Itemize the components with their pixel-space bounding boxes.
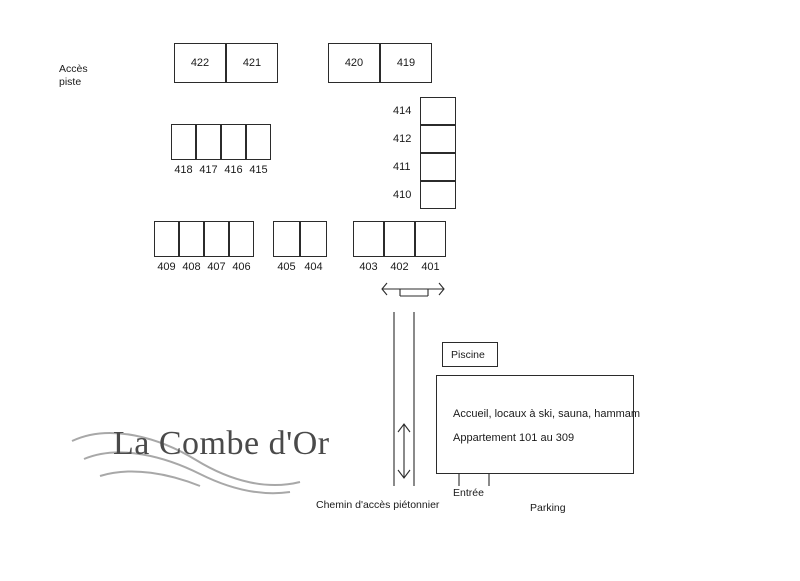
acces-piste-line1: Accès — [59, 63, 88, 75]
reception-building[interactable] — [436, 375, 641, 474]
building-404-cell[interactable] — [300, 221, 327, 257]
building-408-label: 408 — [182, 261, 201, 273]
building-420[interactable]: 420 — [328, 43, 380, 83]
building-418-label: 418 — [174, 164, 193, 176]
building-407-cell[interactable] — [204, 221, 229, 257]
building-411-label: 411 — [393, 161, 411, 173]
building-422[interactable]: 422 — [174, 43, 226, 83]
building-416-label: 416 — [224, 164, 243, 176]
building-414-cell[interactable] — [420, 97, 456, 125]
building-401-label: 401 — [421, 261, 440, 273]
acces-piste-label — [59, 63, 88, 89]
building-418-cell[interactable] — [171, 124, 196, 160]
building-421[interactable]: 421 — [226, 43, 278, 83]
building-417-label: 417 — [199, 164, 218, 176]
building-410-label: 410 — [393, 189, 412, 201]
reception-line2: Appartement 101 au 309 — [453, 432, 575, 444]
building-402-cell[interactable] — [384, 221, 415, 257]
acces-piste-line2: piste — [59, 76, 82, 88]
building-411-cell[interactable] — [420, 153, 456, 181]
building-412-label: 412 — [393, 133, 412, 145]
building-403-cell[interactable] — [353, 221, 384, 257]
parking-label: Parking — [530, 502, 566, 514]
chemin-pietonnier-path — [394, 312, 414, 486]
building-414-label: 414 — [393, 105, 412, 117]
building-409-label: 409 — [157, 261, 176, 273]
chemin-label: Chemin d'accès piétonnier — [316, 499, 440, 511]
vertical-arrow-icon — [398, 424, 410, 478]
building-402-label: 402 — [390, 261, 409, 273]
building-407-label: 407 — [207, 261, 226, 273]
building-416-cell[interactable] — [221, 124, 246, 160]
building-406-cell[interactable] — [229, 221, 254, 257]
entrance-ticks — [459, 474, 489, 486]
building-401-cell[interactable] — [415, 221, 446, 257]
horizontal-arrow-icon — [382, 283, 444, 296]
building-403-label: 403 — [359, 261, 378, 273]
building-409-cell[interactable] — [154, 221, 179, 257]
resort-logo: La Combe d'Or — [113, 425, 330, 462]
building-419[interactable]: 419 — [380, 43, 432, 83]
building-415-label: 415 — [249, 164, 268, 176]
building-405-cell[interactable] — [273, 221, 300, 257]
piscine-box[interactable]: Piscine — [442, 342, 498, 367]
building-404-label: 404 — [304, 261, 323, 273]
building-406-label: 406 — [232, 261, 251, 273]
building-415-cell[interactable] — [246, 124, 271, 160]
building-408-cell[interactable] — [179, 221, 204, 257]
reception-line1: Accueil, locaux à ski, sauna, hammam — [453, 408, 641, 420]
building-405-label: 405 — [277, 261, 296, 273]
building-417-cell[interactable] — [196, 124, 221, 160]
building-410-cell[interactable] — [420, 181, 456, 209]
entree-label: Entrée — [453, 487, 484, 499]
building-412-cell[interactable] — [420, 125, 456, 153]
